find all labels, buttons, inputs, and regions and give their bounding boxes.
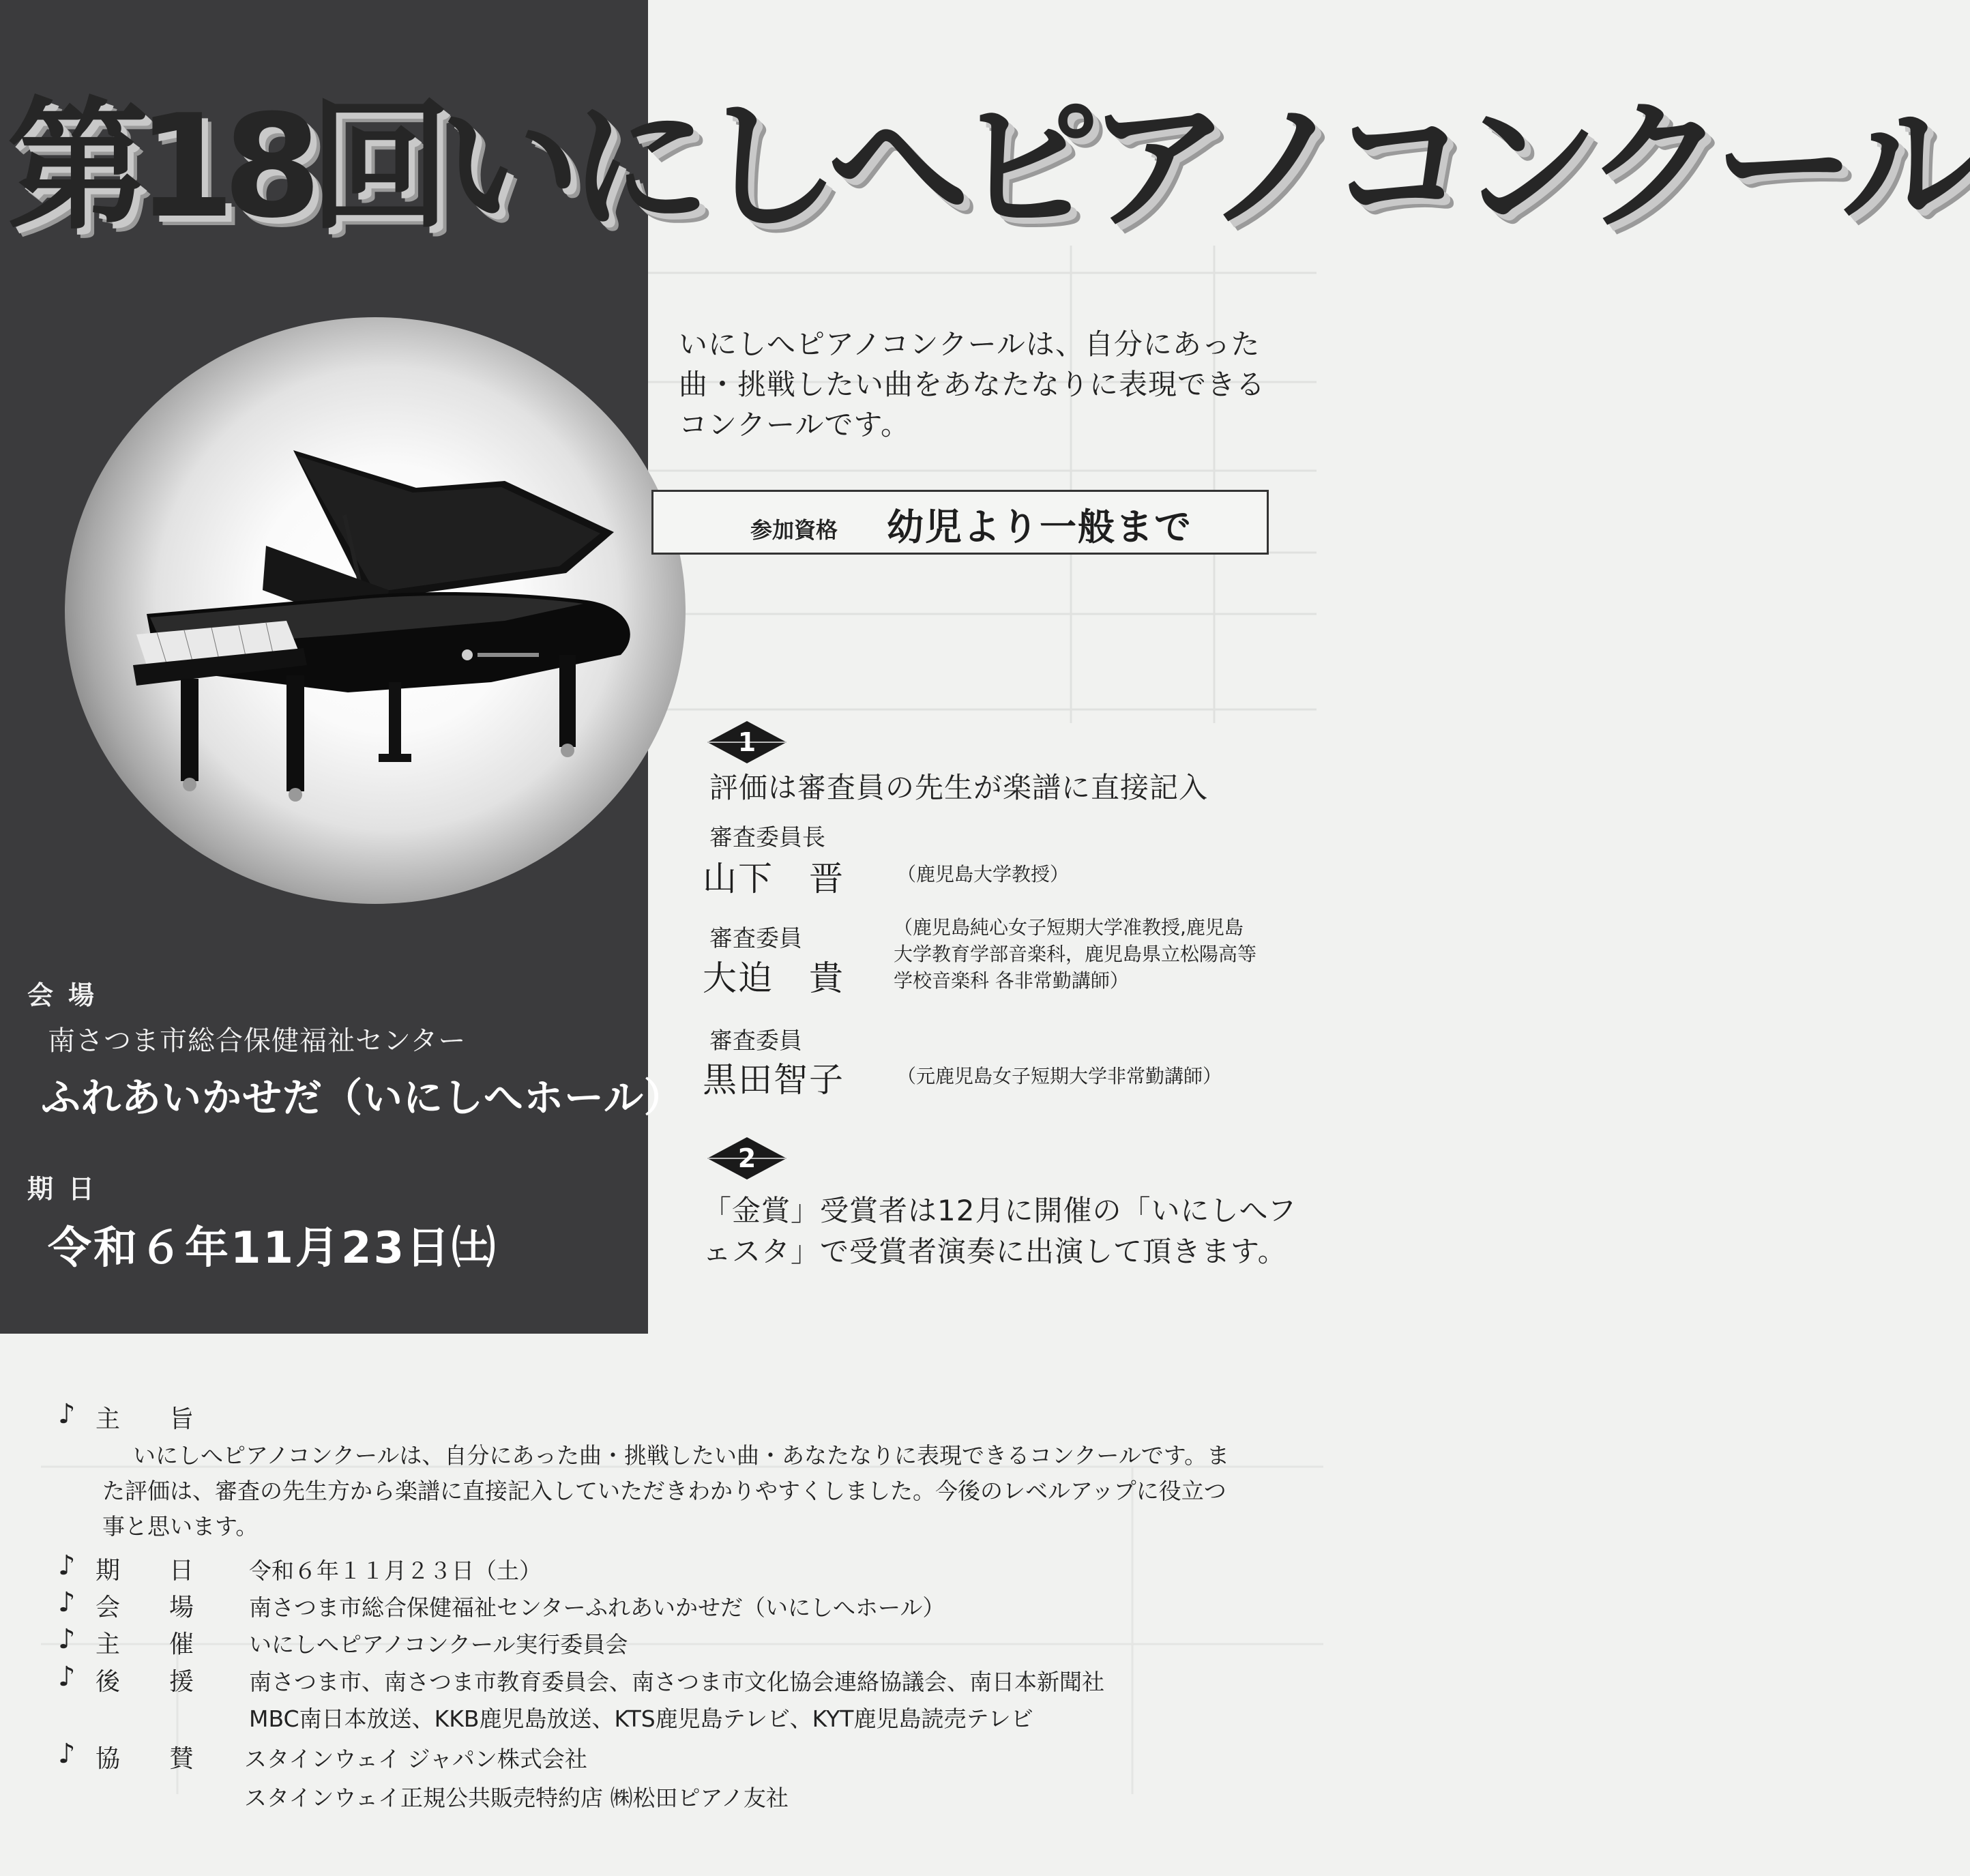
judge-2-affiliation: （鹿児島純心女子短期大学准教授,鹿児島大学教育学部音楽科，鹿児島県立松陽高等学校音楽科 各非常勤講師） <box>894 916 1257 992</box>
support-row-value-2: MBC南日本放送、KKB鹿児島放送、KTS鹿児島テレビ、KYT鹿児島読売テレビ <box>249 1705 1033 1732</box>
point-2-text: 「金賞」受賞者は12月に開催の「いにしへフェスタ」で受賞者演奏に出演して頂きます。 <box>703 1194 1297 1268</box>
point-1-number: 1 <box>737 727 756 757</box>
judge-1-affiliation: （鹿児島大学教授） <box>897 863 1070 885</box>
date-row-label: 期 日 <box>95 1557 194 1585</box>
date-value: 令和６年11月23日㈯ <box>48 1223 498 1274</box>
eligibility-value: 幼児より一般まで <box>887 505 1192 548</box>
venue-row-label: 会 場 <box>95 1594 194 1622</box>
point-1-text: 評価は審査員の先生が楽譜に直接記入 <box>709 771 1209 804</box>
point-2-number: 2 <box>737 1143 756 1173</box>
judge-2-role: 審査委員 <box>709 925 802 952</box>
judge-2-name: 大迫 貴 <box>703 958 844 998</box>
venue-hall: ふれあいかせだ（いにしへホール） <box>41 1074 684 1121</box>
purpose-text: いにしへピアノコンクールは、自分にあった曲・挑戦したい曲・あなたなりに表現できるコンクールです。また評価は、審査の先生方から楽譜に直接記入していただきわかりやすくしました。今後のレベルアップに役立つ事と思います。 <box>102 1442 1230 1540</box>
organizer-row-value: いにしへピアノコンクール実行委員会 <box>249 1631 628 1658</box>
music-note-icon: ♪ <box>58 1738 76 1770</box>
date-label: 期日 <box>27 1174 110 1204</box>
eligibility-label: 参加資格 <box>750 517 838 543</box>
support-row-label: 後 援 <box>95 1668 194 1696</box>
purpose-label: 主 旨 <box>95 1405 194 1433</box>
support-row-value: 南さつま市、南さつま市教育委員会、南さつま市文化協会連絡協議会、南日本新聞社 <box>249 1669 1104 1695</box>
point-2-badge <box>706 1136 788 1181</box>
sponsor-row-label: 協 賛 <box>95 1745 194 1773</box>
venue-row-value: 南さつま市総合保健福祉センターふれあいかせだ（いにしへホール） <box>249 1594 945 1621</box>
judge-1-role: 審査委員長 <box>709 824 825 851</box>
venue-name: 南さつま市総合保健福祉センター <box>48 1025 467 1057</box>
venue-label: 会場 <box>27 980 110 1010</box>
grand-piano-image <box>123 430 648 812</box>
music-note-icon: ♪ <box>58 1398 76 1430</box>
intro-text: いにしへピアノコンクールは、自分にあった曲・挑戦したい曲をあなたなりに表現できるコンクールです。 <box>679 327 1266 441</box>
point-1-badge <box>706 720 788 765</box>
date-row-value: 令和６年１１月２３日（土） <box>249 1557 542 1584</box>
sponsor-row-value: スタインウェイ ジャパン株式会社 <box>244 1746 587 1772</box>
music-note-icon: ♪ <box>58 1550 76 1581</box>
judge-1-name: 山下 晋 <box>703 859 844 898</box>
judge-3-affiliation: （元鹿児島女子短期大学非常勤講師） <box>897 1065 1222 1087</box>
organizer-row-label: 主 催 <box>95 1630 194 1658</box>
music-note-icon: ♪ <box>58 1624 76 1655</box>
music-note-icon: ♪ <box>58 1587 76 1618</box>
music-note-icon: ♪ <box>58 1661 76 1692</box>
judge-3-role: 審査委員 <box>709 1027 802 1055</box>
judge-3-name: 黒田智子 <box>703 1060 844 1100</box>
sponsor-row-value-2: スタインウェイ正規公共販売特約店 ㈱松田ピアノ友社 <box>244 1785 789 1811</box>
page-title: 第18回いにしへピアノコンクール <box>7 85 1970 250</box>
